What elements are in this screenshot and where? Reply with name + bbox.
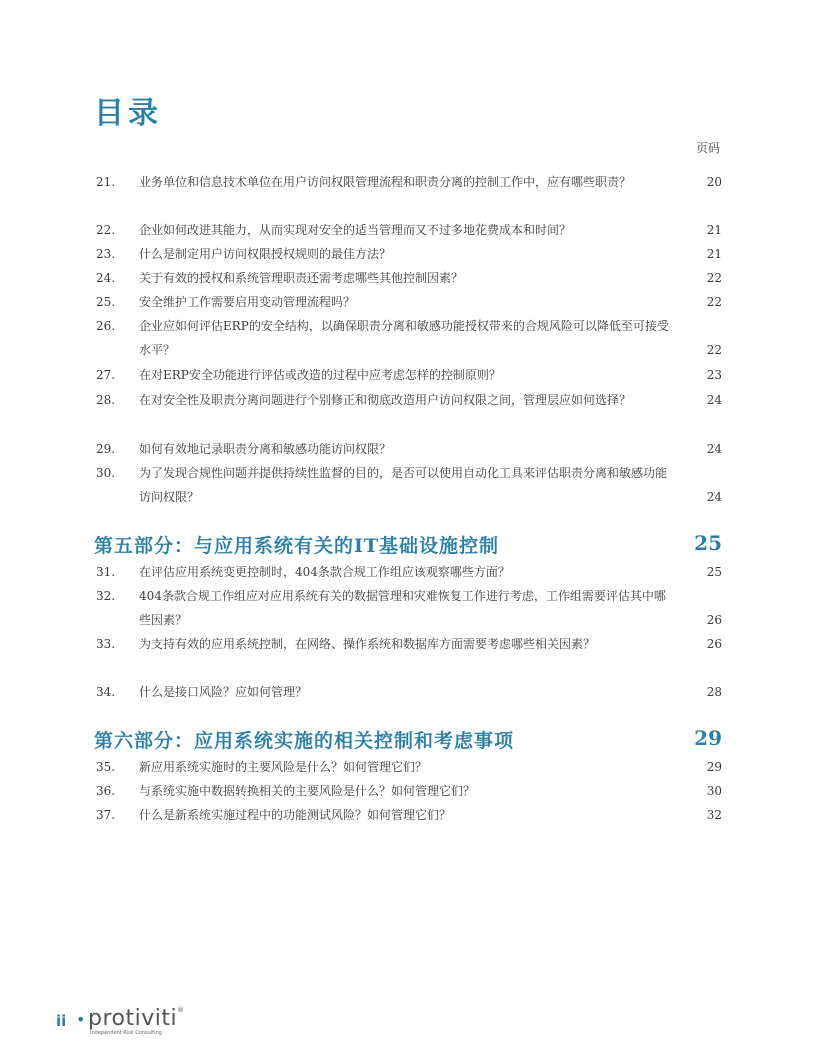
entry-text: 为支持有效的应用系统控制，在网络、操作系统和数据库方面需要考虑哪些相关因素？ (139, 637, 596, 651)
entry-number: 35. (96, 760, 116, 774)
entry-number: 22. (96, 223, 116, 237)
toc-entry-25[interactable] (96, 290, 722, 314)
section-heading-5[interactable] (94, 531, 722, 561)
toc-entry-27[interactable] (96, 363, 722, 387)
entry-text: 在对ERP安全功能进行评估或改造的过程中应考虑怎样的控制原则？ (139, 368, 501, 382)
entry-text: 为了发现合规性问题并提供持续性监督的目的，是否可以使用自动化工具来评估职责分离和敏感功能访问权限？ (139, 466, 668, 504)
entry-page: 24 (706, 393, 722, 407)
section-title: 第五部分：与应用系统有关的IT基础设施控制 (94, 535, 500, 557)
entry-number: 28. (96, 393, 116, 407)
entry-text: 新应用系统实施时的主要风险是什么？如何管理它们？ (139, 760, 428, 774)
toc-entry-29[interactable] (96, 437, 722, 461)
entry-text: 企业如何改进其能力，从而实现对安全的适当管理而又不过多地花费成本和时间？ (139, 223, 572, 237)
entry-page: 26 (706, 637, 722, 651)
section-title: 第六部分：应用系统实施的相关控制和考虑事项 (94, 730, 515, 752)
brand-tagline: Independent Risk Consulting (90, 1030, 162, 1036)
entry-page: 21 (706, 223, 722, 237)
entry-text: 404条款合规工作组应对应用系统有关的数据管理和灾难恢复工作进行考虑，工作组需要评估其中哪些因素？ (139, 589, 666, 627)
entry-number: 30. (96, 466, 116, 480)
entry-page: 22 (706, 295, 722, 309)
entry-number: 21. (96, 175, 116, 189)
page-title: 目录 (94, 96, 162, 131)
entry-page: 30 (706, 784, 722, 798)
entry-number: 32. (96, 589, 116, 603)
toc-entry-32[interactable] (96, 584, 722, 632)
entry-number: 27. (96, 368, 116, 382)
brand-name: protiviti (88, 1006, 178, 1031)
entry-page: 29 (706, 760, 722, 774)
page-footer (56, 1006, 256, 1036)
entry-text: 什么是新系统实施过程中的功能测试风险？如何管理它们？ (139, 808, 452, 822)
entry-number: 37. (96, 808, 116, 822)
entry-text: 如何有效地记录职责分离和敏感功能访问权限？ (139, 442, 392, 456)
entry-page: 26 (706, 613, 722, 627)
toc-entry-22[interactable] (96, 218, 722, 242)
toc-entry-31[interactable] (96, 560, 722, 584)
entry-number: 25. (96, 295, 116, 309)
protiviti-logo (88, 1006, 185, 1031)
toc-entry-26[interactable] (96, 314, 722, 362)
entry-page: 22 (706, 343, 722, 357)
footer-page-number: ii (56, 1012, 67, 1030)
entry-page: 24 (706, 490, 722, 504)
entry-page: 22 (706, 271, 722, 285)
entry-text: 什么是接口风险？应如何管理？ (139, 685, 308, 699)
toc-entry-37[interactable] (96, 803, 722, 827)
toc-entry-28[interactable] (96, 388, 722, 412)
entry-text: 企业应如何评估ERP的安全结构，以确保职责分离和敏感功能授权带来的合规风险可以降低至可接受水平？ (139, 319, 669, 357)
entry-text: 在对安全性及职责分离问题进行个别修正和彻底改造用户访问权限之间，管理层应如何选择？ (139, 393, 632, 407)
toc-entry-33[interactable] (96, 632, 722, 656)
entry-number: 33. (96, 637, 116, 651)
toc-entry-36[interactable] (96, 779, 722, 803)
entry-text: 在评估应用系统变更控制时，404条款合规工作组应该观察哪些方面？ (139, 565, 510, 579)
entry-text: 与系统实施中数据转换相关的主要风险是什么？如何管理它们？ (139, 784, 476, 798)
section-page: 29 (694, 726, 722, 750)
toc-entry-23[interactable] (96, 242, 722, 266)
entry-text: 业务单位和信息技术单位在用户访问权限管理流程和职责分离的控制工作中，应有哪些职责？ (139, 175, 632, 189)
section-heading-6[interactable] (94, 726, 722, 756)
entry-page: 20 (706, 175, 722, 189)
entry-page: 24 (706, 442, 722, 456)
entry-number: 31. (96, 565, 116, 579)
entry-number: 29. (96, 442, 116, 456)
entry-number: 23. (96, 247, 116, 261)
entry-text: 关于有效的授权和系统管理职责还需考虑哪些其他控制因素？ (139, 271, 464, 285)
entry-number: 26. (96, 319, 116, 333)
toc-entry-21[interactable] (96, 170, 722, 194)
entry-text: 什么是制定用户访问权限授权规则的最佳方法？ (139, 247, 392, 261)
entry-page: 21 (706, 247, 722, 261)
toc-entry-35[interactable] (96, 755, 722, 779)
entry-page: 25 (706, 565, 722, 579)
entry-text: 安全维护工作需要启用变动管理流程吗？ (139, 295, 356, 309)
section-page: 25 (694, 531, 722, 555)
entry-page: 28 (706, 685, 722, 699)
entry-number: 34. (96, 685, 116, 699)
entry-number: 36. (96, 784, 116, 798)
entry-page: 32 (706, 808, 722, 822)
footer-separator: • (76, 1010, 86, 1029)
toc-entry-30[interactable] (96, 461, 722, 509)
registered-mark: ® (177, 1006, 185, 1014)
entry-number: 24. (96, 271, 116, 285)
toc-entry-34[interactable] (96, 680, 722, 704)
entry-page: 23 (706, 368, 722, 382)
page-column-header: 页码 (695, 141, 720, 155)
toc-entry-24[interactable] (96, 266, 722, 290)
